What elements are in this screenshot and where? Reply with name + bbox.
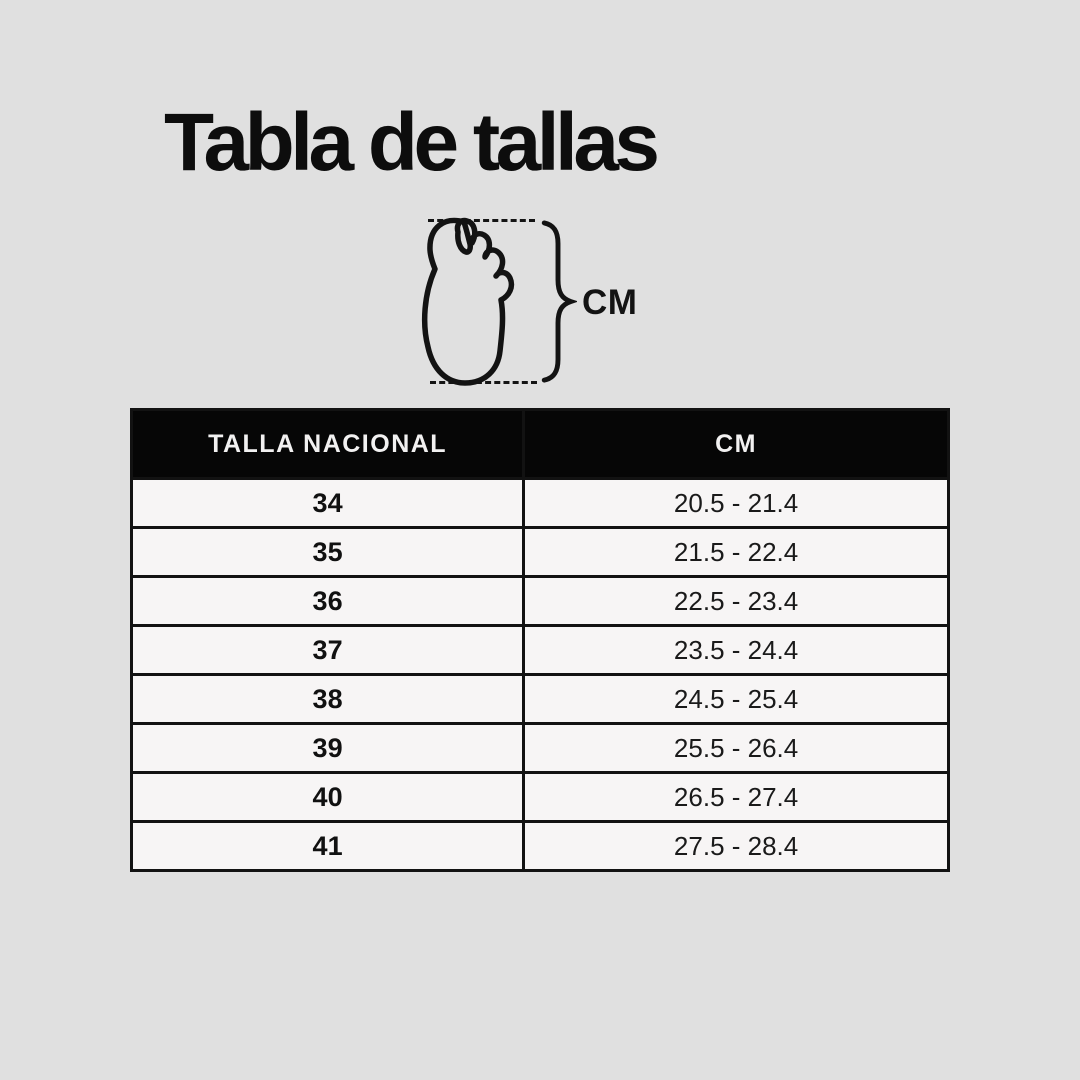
cm-cell: 20.5 - 21.4 bbox=[524, 479, 949, 528]
table-row bbox=[132, 479, 949, 528]
table-row bbox=[132, 822, 949, 871]
size-cell: 39 bbox=[132, 724, 524, 773]
cm-cell: 21.5 - 22.4 bbox=[524, 528, 949, 577]
table-row bbox=[132, 528, 949, 577]
size-cell: 36 bbox=[132, 577, 524, 626]
foot-outline-icon bbox=[412, 212, 544, 390]
cm-cell: 27.5 - 28.4 bbox=[524, 822, 949, 871]
size-cell: 34 bbox=[132, 479, 524, 528]
table-row bbox=[132, 724, 949, 773]
size-cell: 35 bbox=[132, 528, 524, 577]
cm-cell: 22.5 - 23.4 bbox=[524, 577, 949, 626]
header-cm: CM bbox=[524, 410, 949, 479]
table-row bbox=[132, 626, 949, 675]
cm-cell: 25.5 - 26.4 bbox=[524, 724, 949, 773]
table-row bbox=[132, 675, 949, 724]
table-header-row bbox=[132, 410, 949, 479]
cm-cell: 24.5 - 25.4 bbox=[524, 675, 949, 724]
size-cell: 40 bbox=[132, 773, 524, 822]
size-cell: 37 bbox=[132, 626, 524, 675]
size-table bbox=[130, 408, 950, 872]
page-title: Tabla de tallas bbox=[164, 97, 656, 188]
table-row bbox=[132, 577, 949, 626]
cm-cell: 23.5 - 24.4 bbox=[524, 626, 949, 675]
size-cell: 38 bbox=[132, 675, 524, 724]
size-cell: 41 bbox=[132, 822, 524, 871]
curly-brace-icon bbox=[539, 219, 577, 386]
table-row bbox=[132, 773, 949, 822]
unit-label: CM bbox=[582, 283, 638, 322]
header-talla-nacional: TALLA NACIONAL bbox=[132, 410, 524, 479]
cm-cell: 26.5 - 27.4 bbox=[524, 773, 949, 822]
